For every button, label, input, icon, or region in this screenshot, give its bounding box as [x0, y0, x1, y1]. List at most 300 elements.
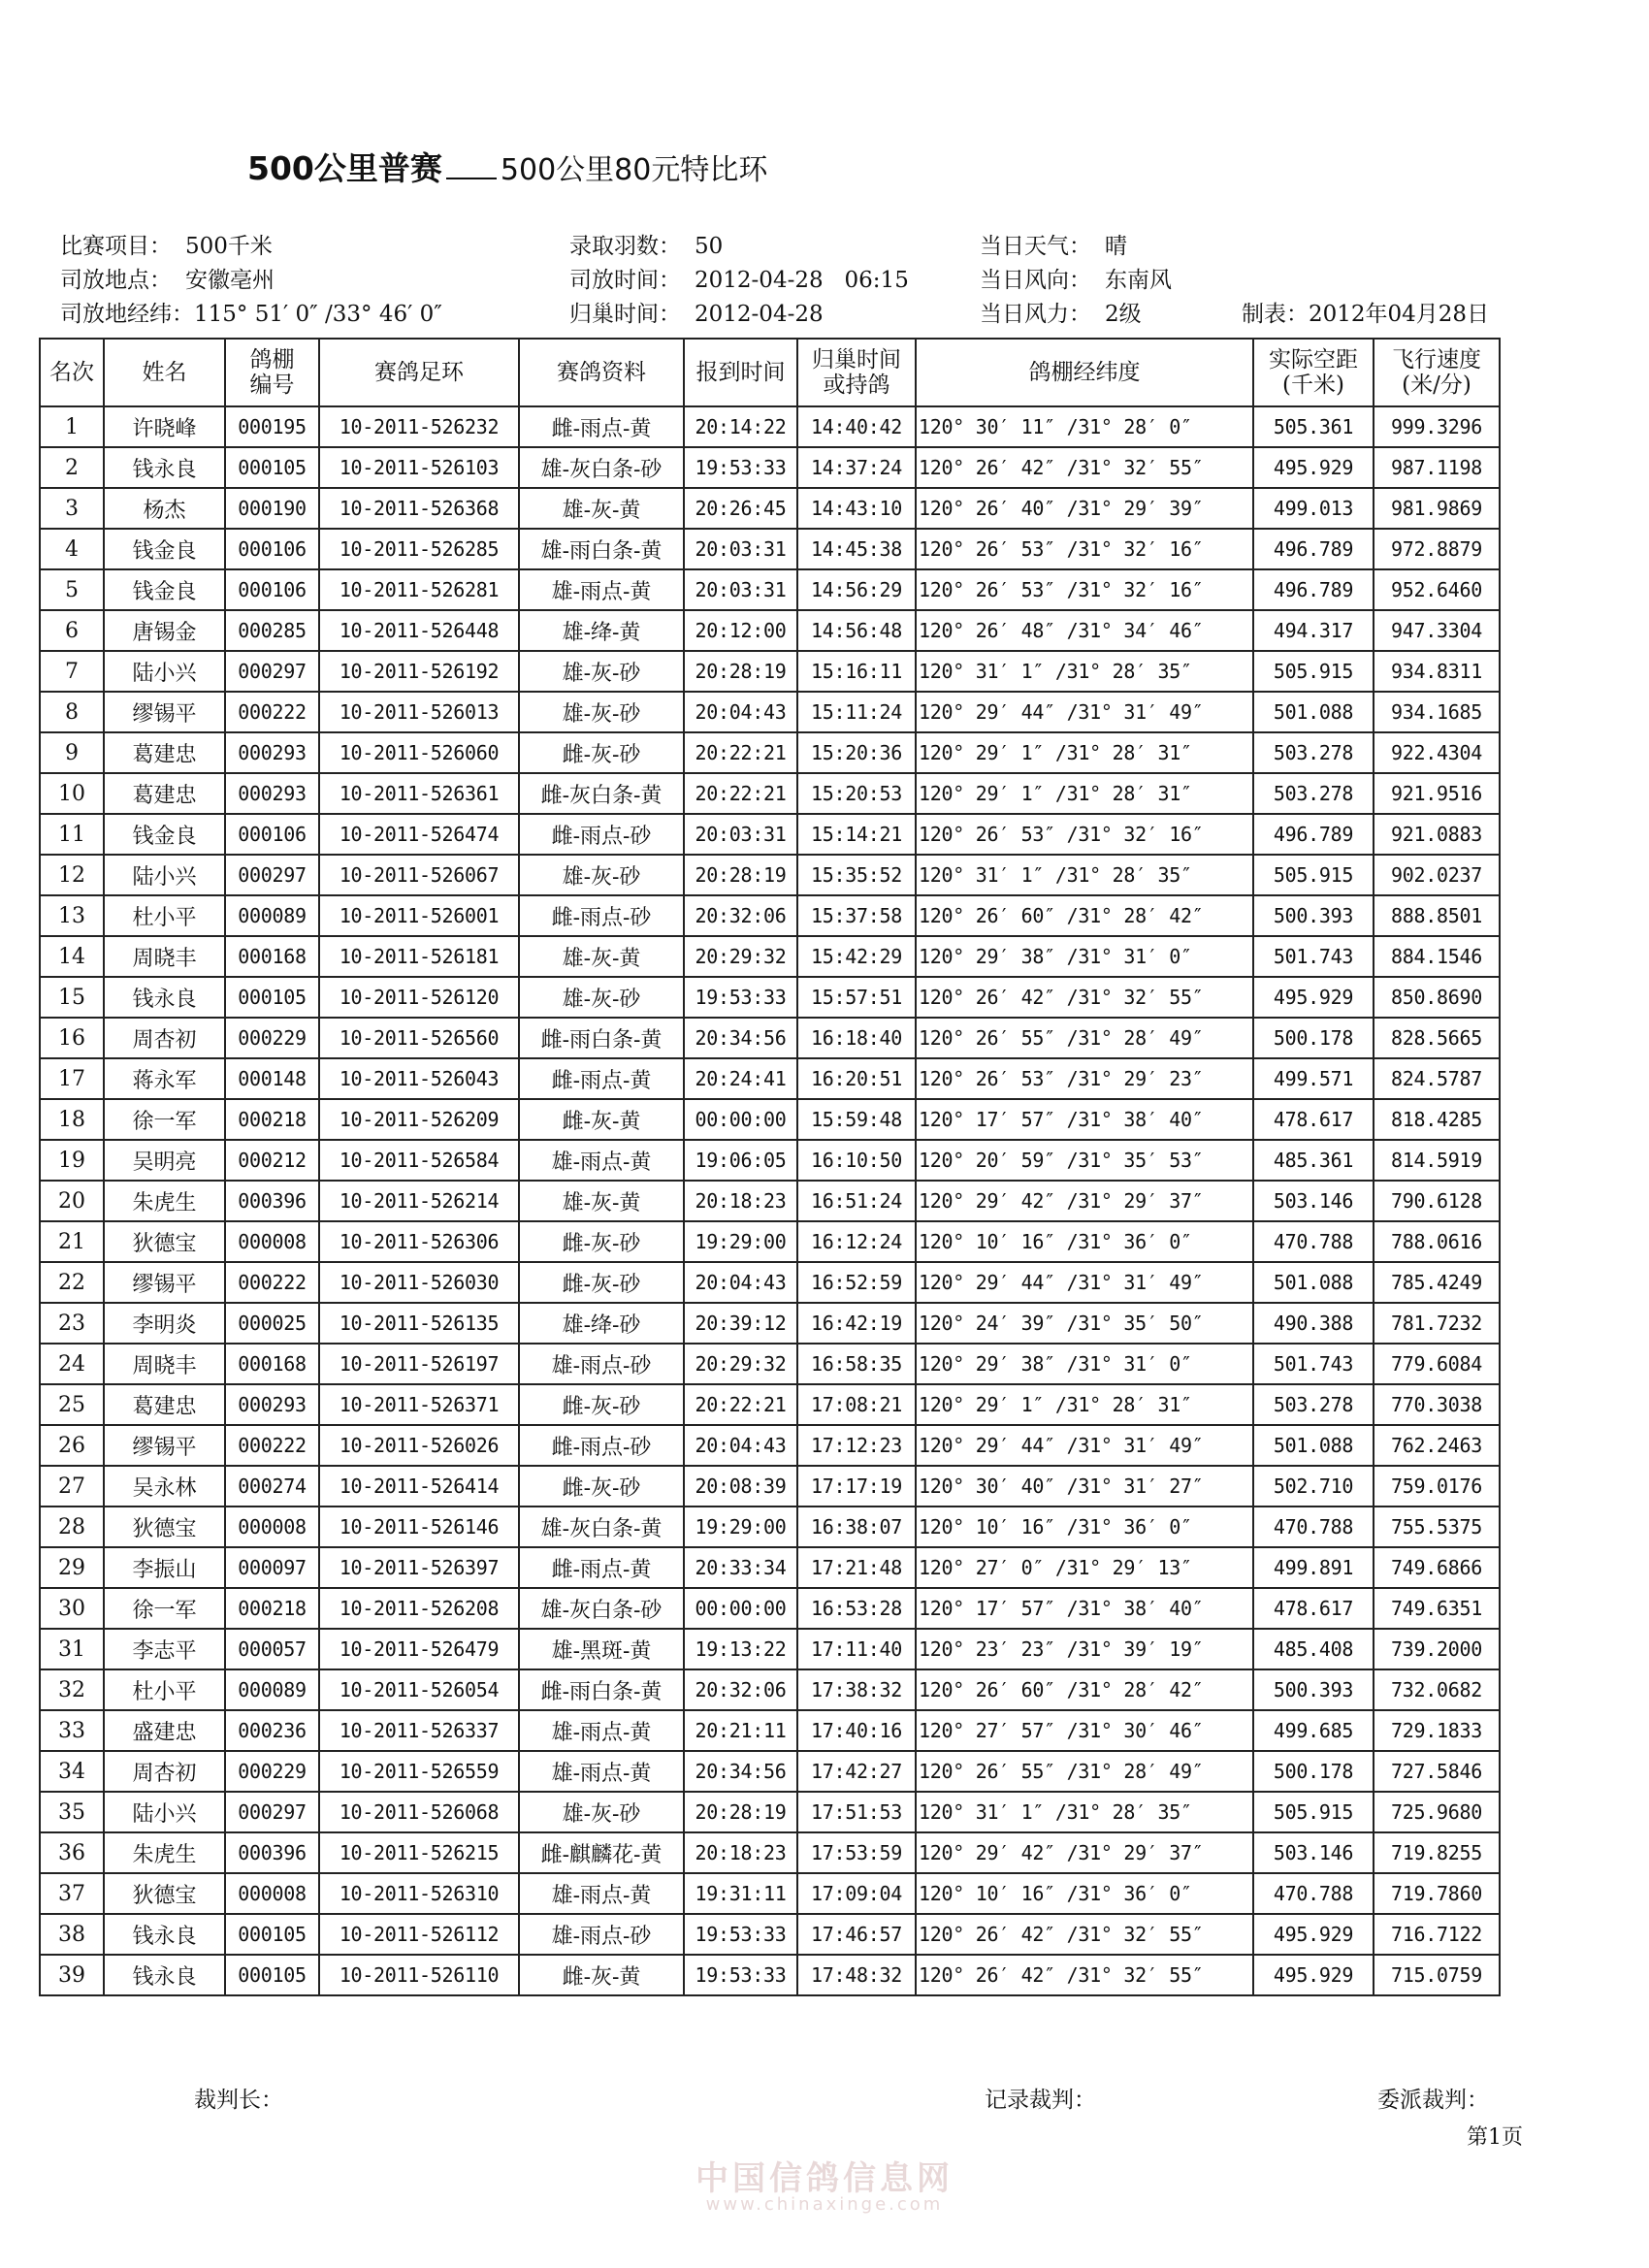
cell-pigeon-info: 雄-雨点-黄: [519, 1751, 684, 1792]
cell-distance: 470.788: [1253, 1873, 1374, 1914]
cell-arrival-time: 15:14:21: [797, 814, 916, 855]
cell-pigeon-info: 雄-雨白条-黄: [519, 529, 684, 569]
cell-speed: 785.4249: [1374, 1262, 1500, 1303]
cell-check-in-time: 19:53:33: [684, 1955, 797, 1995]
cell-speed: 828.5665: [1374, 1018, 1500, 1058]
cell-rank: 27: [40, 1466, 104, 1507]
cell-loft-coordinates: 120° 29′ 42″ /31° 29′ 37″: [916, 1181, 1253, 1221]
cell-pigeon-info: 雄-雨点-黄: [519, 1710, 684, 1751]
cell-pigeon-info: 雌-灰-砂: [519, 1384, 684, 1425]
cell-rank: 9: [40, 732, 104, 773]
info-wind-direction-value: 东南风: [1105, 268, 1172, 293]
cell-pigeon-info: 雌-雨点-黄: [519, 406, 684, 447]
cell-rank: 34: [40, 1751, 104, 1792]
table-row: [40, 1344, 1500, 1384]
table-row: [40, 1710, 1500, 1751]
info-made-label: 制表：: [1242, 302, 1309, 327]
cell-rank: 22: [40, 1262, 104, 1303]
cell-ring-number: 10-2011-526361: [319, 773, 519, 814]
column-header-check-in-time: 报到时间: [684, 339, 797, 406]
cell-ring-number: 10-2011-526209: [319, 1099, 519, 1140]
cell-pigeon-info: 雄-灰白条-砂: [519, 447, 684, 488]
cell-loft-coordinates: 120° 30′ 11″ /31° 28′ 0″: [916, 406, 1253, 447]
cell-loft-id: 000285: [225, 610, 319, 651]
record-judge-label: 记录裁判：: [985, 2088, 1096, 2113]
cell-rank: 10: [40, 773, 104, 814]
cell-pigeon-info: 雄-灰-砂: [519, 651, 684, 692]
table-row: [40, 1751, 1500, 1792]
table-row: [40, 1547, 1500, 1588]
cell-loft-coordinates: 120° 29′ 44″ /31° 31′ 49″: [916, 1262, 1253, 1303]
cell-check-in-time: 20:33:34: [684, 1547, 797, 1588]
cell-speed: 850.8690: [1374, 977, 1500, 1018]
table-row: [40, 1018, 1500, 1058]
cell-loft-coordinates: 120° 29′ 1″ /31° 28′ 31″: [916, 773, 1253, 814]
info-event: [60, 228, 273, 260]
cell-rank: 4: [40, 529, 104, 569]
cell-loft-coordinates: 120° 10′ 16″ /31° 36′ 0″: [916, 1507, 1253, 1547]
cell-arrival-time: 14:56:48: [797, 610, 916, 651]
cell-ring-number: 10-2011-526448: [319, 610, 519, 651]
cell-name: 朱虎生: [104, 1832, 225, 1873]
info-wind-force: [980, 296, 1142, 328]
cell-check-in-time: 20:28:19: [684, 1792, 797, 1832]
cell-name: 杨杰: [104, 488, 225, 529]
table-row: [40, 1221, 1500, 1262]
cell-rank: 15: [40, 977, 104, 1018]
cell-ring-number: 10-2011-526068: [319, 1792, 519, 1832]
cell-distance: 496.789: [1253, 569, 1374, 610]
cell-check-in-time: 20:14:22: [684, 406, 797, 447]
cell-ring-number: 10-2011-526197: [319, 1344, 519, 1384]
cell-check-in-time: 20:12:00: [684, 610, 797, 651]
cell-loft-coordinates: 120° 29′ 38″ /31° 31′ 0″: [916, 936, 1253, 977]
cell-pigeon-info: 雌-雨点-砂: [519, 895, 684, 936]
title-separator: [446, 156, 497, 179]
cell-speed: 921.9516: [1374, 773, 1500, 814]
table-row: [40, 1914, 1500, 1955]
column-header-ring-number: 赛鸽足环: [319, 339, 519, 406]
table-row: [40, 1099, 1500, 1140]
cell-pigeon-info: 雄-灰-砂: [519, 977, 684, 1018]
cell-check-in-time: 20:26:45: [684, 488, 797, 529]
cell-arrival-time: 17:38:32: [797, 1669, 916, 1710]
cell-ring-number: 10-2011-526067: [319, 855, 519, 895]
cell-ring-number: 10-2011-526181: [319, 936, 519, 977]
cell-arrival-time: 15:42:29: [797, 936, 916, 977]
info-release-place: [60, 262, 275, 294]
info-weather-value: 晴: [1105, 234, 1127, 259]
cell-ring-number: 10-2011-526337: [319, 1710, 519, 1751]
cell-distance: 499.891: [1253, 1547, 1374, 1588]
cell-rank: 38: [40, 1914, 104, 1955]
cell-check-in-time: 20:28:19: [684, 651, 797, 692]
cell-arrival-time: 14:45:38: [797, 529, 916, 569]
cell-arrival-time: 16:52:59: [797, 1262, 916, 1303]
cell-speed: 770.3038: [1374, 1384, 1500, 1425]
cell-distance: 470.788: [1253, 1507, 1374, 1547]
info-return-time: [569, 296, 824, 328]
cell-check-in-time: 20:18:23: [684, 1832, 797, 1873]
cell-rank: 20: [40, 1181, 104, 1221]
table-row: [40, 1384, 1500, 1425]
cell-loft-coordinates: 120° 31′ 1″ /31° 28′ 35″: [916, 855, 1253, 895]
cell-check-in-time: 20:29:32: [684, 936, 797, 977]
cell-check-in-time: 20:22:21: [684, 773, 797, 814]
cell-distance: 500.393: [1253, 895, 1374, 936]
info-made-value: 2012年04月28日: [1309, 302, 1490, 327]
info-wind-direction-label: 当日风向：: [980, 268, 1091, 293]
cell-ring-number: 10-2011-526110: [319, 1955, 519, 1995]
table-row: [40, 732, 1500, 773]
info-event-value: 500千米: [185, 234, 273, 259]
cell-arrival-time: 16:58:35: [797, 1344, 916, 1384]
cell-distance: 501.743: [1253, 1344, 1374, 1384]
cell-arrival-time: 16:51:24: [797, 1181, 916, 1221]
cell-ring-number: 10-2011-526120: [319, 977, 519, 1018]
results-table-body: [40, 406, 1500, 1995]
cell-check-in-time: 00:00:00: [684, 1588, 797, 1629]
cell-name: 杜小平: [104, 895, 225, 936]
cell-loft-id: 000297: [225, 1792, 319, 1832]
table-row: [40, 1262, 1500, 1303]
cell-arrival-time: 17:40:16: [797, 1710, 916, 1751]
cell-name: 许晓峰: [104, 406, 225, 447]
cell-loft-coordinates: 120° 26′ 53″ /31° 32′ 16″: [916, 529, 1253, 569]
cell-pigeon-info: 雌-雨点-黄: [519, 1058, 684, 1099]
cell-pigeon-info: 雄-雨点-砂: [519, 1344, 684, 1384]
cell-pigeon-info: 雄-雨点-黄: [519, 1873, 684, 1914]
cell-name: 吴明亮: [104, 1140, 225, 1181]
cell-name: 缪锡平: [104, 692, 225, 732]
cell-loft-id: 000218: [225, 1099, 319, 1140]
cell-loft-coordinates: 120° 26′ 42″ /31° 32′ 55″: [916, 1914, 1253, 1955]
cell-ring-number: 10-2011-526214: [319, 1181, 519, 1221]
column-header-loft-coordinates: 鸽棚经纬度: [916, 339, 1253, 406]
cell-ring-number: 10-2011-526135: [319, 1303, 519, 1344]
cell-check-in-time: 20:04:43: [684, 1262, 797, 1303]
cell-name: 徐一军: [104, 1588, 225, 1629]
info-made-date: [1242, 296, 1489, 328]
table-row: [40, 529, 1500, 569]
cell-name: 陆小兴: [104, 855, 225, 895]
cell-check-in-time: 20:08:39: [684, 1466, 797, 1507]
cell-arrival-time: 16:10:50: [797, 1140, 916, 1181]
cell-check-in-time: 19:29:00: [684, 1221, 797, 1262]
table-row: [40, 1629, 1500, 1669]
cell-loft-coordinates: 120° 29′ 44″ /31° 31′ 49″: [916, 692, 1253, 732]
table-row: [40, 692, 1500, 732]
cell-pigeon-info: 雄-灰-砂: [519, 855, 684, 895]
cell-distance: 501.088: [1253, 1262, 1374, 1303]
cell-loft-coordinates: 120° 31′ 1″ /31° 28′ 35″: [916, 651, 1253, 692]
cell-loft-coordinates: 120° 26′ 53″ /31° 32′ 16″: [916, 569, 1253, 610]
cell-ring-number: 10-2011-526192: [319, 651, 519, 692]
cell-arrival-time: 15:59:48: [797, 1099, 916, 1140]
info-wind-direction: [980, 262, 1172, 294]
info-weather-label: 当日天气：: [980, 234, 1091, 259]
cell-speed: 790.6128: [1374, 1181, 1500, 1221]
cell-name: 葛建忠: [104, 773, 225, 814]
table-row: [40, 936, 1500, 977]
cell-ring-number: 10-2011-526285: [319, 529, 519, 569]
cell-pigeon-info: 雄-雨点-黄: [519, 569, 684, 610]
table-row: [40, 569, 1500, 610]
cell-pigeon-info: 雌-雨白条-黄: [519, 1669, 684, 1710]
cell-loft-id: 000396: [225, 1832, 319, 1873]
cell-name: 徐一军: [104, 1099, 225, 1140]
cell-speed: 739.2000: [1374, 1629, 1500, 1669]
cell-ring-number: 10-2011-526281: [319, 569, 519, 610]
cell-distance: 503.278: [1253, 1384, 1374, 1425]
results-table: [39, 338, 1501, 1996]
cell-name: 李振山: [104, 1547, 225, 1588]
info-admitted-value: 50: [695, 234, 724, 259]
cell-rank: 25: [40, 1384, 104, 1425]
cell-rank: 32: [40, 1669, 104, 1710]
cell-loft-id: 000105: [225, 977, 319, 1018]
cell-arrival-time: 15:20:53: [797, 773, 916, 814]
cell-name: 盛建忠: [104, 1710, 225, 1751]
cell-speed: 729.1833: [1374, 1710, 1500, 1751]
cell-loft-id: 000222: [225, 1262, 319, 1303]
cell-arrival-time: 16:42:19: [797, 1303, 916, 1344]
cell-loft-id: 000008: [225, 1221, 319, 1262]
watermark-url: www.chinaxinge.com: [705, 2194, 944, 2215]
cell-pigeon-info: 雄-雨点-黄: [519, 1140, 684, 1181]
column-header-name: 姓名: [104, 339, 225, 406]
cell-check-in-time: 20:34:56: [684, 1018, 797, 1058]
cell-distance: 502.710: [1253, 1466, 1374, 1507]
cell-pigeon-info: 雌-灰白条-黄: [519, 773, 684, 814]
cell-arrival-time: 16:53:28: [797, 1588, 916, 1629]
cell-name: 钱金良: [104, 529, 225, 569]
cell-loft-id: 000297: [225, 651, 319, 692]
cell-loft-id: 000212: [225, 1140, 319, 1181]
cell-rank: 24: [40, 1344, 104, 1384]
cell-arrival-time: 16:18:40: [797, 1018, 916, 1058]
table-row: [40, 895, 1500, 936]
cell-speed: 814.5919: [1374, 1140, 1500, 1181]
cell-check-in-time: 19:53:33: [684, 1914, 797, 1955]
cell-speed: 999.3296: [1374, 406, 1500, 447]
cell-rank: 19: [40, 1140, 104, 1181]
info-admitted-label: 录取羽数：: [569, 234, 681, 259]
table-row: [40, 1303, 1500, 1344]
cell-loft-coordinates: 120° 24′ 39″ /31° 35′ 50″: [916, 1303, 1253, 1344]
cell-name: 钱金良: [104, 814, 225, 855]
cell-loft-coordinates: 120° 29′ 42″ /31° 29′ 37″: [916, 1832, 1253, 1873]
cell-rank: 36: [40, 1832, 104, 1873]
cell-ring-number: 10-2011-526215: [319, 1832, 519, 1873]
cell-name: 钱永良: [104, 447, 225, 488]
info-release-coords-label: 司放地经纬：: [60, 302, 194, 327]
cell-speed: 934.8311: [1374, 651, 1500, 692]
cell-loft-id: 000148: [225, 1058, 319, 1099]
cell-ring-number: 10-2011-526560: [319, 1018, 519, 1058]
cell-name: 陆小兴: [104, 1792, 225, 1832]
cell-speed: 719.7860: [1374, 1873, 1500, 1914]
cell-speed: 818.4285: [1374, 1099, 1500, 1140]
cell-ring-number: 10-2011-526584: [319, 1140, 519, 1181]
cell-pigeon-info: 雄-灰-砂: [519, 1792, 684, 1832]
cell-name: 周晓丰: [104, 1344, 225, 1384]
cell-loft-coordinates: 120° 26′ 60″ /31° 28′ 42″: [916, 1669, 1253, 1710]
cell-ring-number: 10-2011-526397: [319, 1547, 519, 1588]
cell-name: 钱永良: [104, 1955, 225, 1995]
table-row: [40, 1792, 1500, 1832]
table-row: [40, 406, 1500, 447]
cell-ring-number: 10-2011-526001: [319, 895, 519, 936]
table-row: [40, 610, 1500, 651]
cell-name: 周杏初: [104, 1018, 225, 1058]
table-row: [40, 814, 1500, 855]
cell-distance: 490.388: [1253, 1303, 1374, 1344]
cell-rank: 7: [40, 651, 104, 692]
cell-distance: 485.361: [1253, 1140, 1374, 1181]
cell-distance: 485.408: [1253, 1629, 1374, 1669]
cell-arrival-time: 17:17:19: [797, 1466, 916, 1507]
table-row: [40, 977, 1500, 1018]
cell-ring-number: 10-2011-526559: [319, 1751, 519, 1792]
cell-loft-coordinates: 120° 31′ 1″ /31° 28′ 35″: [916, 1792, 1253, 1832]
cell-ring-number: 10-2011-526479: [319, 1629, 519, 1669]
column-header-arrival-time: 归巢时间 或持鸽: [797, 339, 916, 406]
cell-check-in-time: 20:29:32: [684, 1344, 797, 1384]
cell-loft-coordinates: 120° 26′ 42″ /31° 32′ 55″: [916, 977, 1253, 1018]
table-row: [40, 855, 1500, 895]
cell-arrival-time: 17:48:32: [797, 1955, 916, 1995]
cell-check-in-time: 20:32:06: [684, 895, 797, 936]
cell-distance: 499.571: [1253, 1058, 1374, 1099]
cell-rank: 12: [40, 855, 104, 895]
cell-check-in-time: 19:13:22: [684, 1629, 797, 1669]
page-number: 第1页: [1467, 2125, 1523, 2150]
cell-loft-id: 000097: [225, 1547, 319, 1588]
cell-distance: 505.915: [1253, 1792, 1374, 1832]
cell-name: 钱金良: [104, 569, 225, 610]
cell-check-in-time: 20:03:31: [684, 814, 797, 855]
table-row: [40, 1140, 1500, 1181]
cell-ring-number: 10-2011-526030: [319, 1262, 519, 1303]
cell-check-in-time: 20:04:43: [684, 692, 797, 732]
cell-distance: 503.146: [1253, 1832, 1374, 1873]
cell-rank: 17: [40, 1058, 104, 1099]
cell-pigeon-info: 雄-绛-砂: [519, 1303, 684, 1344]
table-row: [40, 1181, 1500, 1221]
cell-loft-coordinates: 120° 26′ 42″ /31° 32′ 55″: [916, 1955, 1253, 1995]
cell-name: 钱永良: [104, 1914, 225, 1955]
cell-name: 狄德宝: [104, 1221, 225, 1262]
chief-judge-label: 裁判长：: [194, 2088, 283, 2113]
table-row: [40, 1507, 1500, 1547]
column-header-loft-id: 鸽棚 编号: [225, 339, 319, 406]
cell-speed: 749.6866: [1374, 1547, 1500, 1588]
cell-speed: 972.8879: [1374, 529, 1500, 569]
cell-rank: 16: [40, 1018, 104, 1058]
cell-speed: 715.0759: [1374, 1955, 1500, 1995]
cell-distance: 496.789: [1253, 814, 1374, 855]
cell-speed: 759.0176: [1374, 1466, 1500, 1507]
cell-distance: 499.013: [1253, 488, 1374, 529]
cell-distance: 501.088: [1253, 1425, 1374, 1466]
cell-pigeon-info: 雌-麒麟花-黄: [519, 1832, 684, 1873]
title-sub: 500公里80元特比环: [500, 153, 768, 187]
cell-name: 葛建忠: [104, 732, 225, 773]
cell-check-in-time: 20:39:12: [684, 1303, 797, 1344]
cell-rank: 26: [40, 1425, 104, 1466]
table-row: [40, 1873, 1500, 1914]
cell-ring-number: 10-2011-526368: [319, 488, 519, 529]
cell-check-in-time: 19:31:11: [684, 1873, 797, 1914]
cell-speed: 902.0237: [1374, 855, 1500, 895]
info-weather: [980, 228, 1127, 260]
table-row: [40, 773, 1500, 814]
cell-name: 李明炎: [104, 1303, 225, 1344]
cell-loft-coordinates: 120° 10′ 16″ /31° 36′ 0″: [916, 1873, 1253, 1914]
cell-distance: 505.915: [1253, 651, 1374, 692]
cell-loft-id: 000274: [225, 1466, 319, 1507]
cell-distance: 495.929: [1253, 977, 1374, 1018]
cell-arrival-time: 14:37:24: [797, 447, 916, 488]
cell-name: 钱永良: [104, 977, 225, 1018]
cell-loft-id: 000297: [225, 855, 319, 895]
cell-loft-coordinates: 120° 29′ 38″ /31° 31′ 0″: [916, 1344, 1253, 1384]
info-release-time-value: 2012-04-28 06:15: [695, 268, 909, 293]
info-release-place-label: 司放地点：: [60, 268, 172, 293]
cell-name: 唐锡金: [104, 610, 225, 651]
cell-loft-id: 000106: [225, 814, 319, 855]
cell-check-in-time: 20:22:21: [684, 732, 797, 773]
cell-distance: 500.393: [1253, 1669, 1374, 1710]
cell-name: 狄德宝: [104, 1507, 225, 1547]
cell-loft-coordinates: 120° 26′ 53″ /31° 29′ 23″: [916, 1058, 1253, 1099]
cell-loft-id: 000105: [225, 1914, 319, 1955]
cell-loft-id: 000105: [225, 1955, 319, 1995]
cell-check-in-time: 19:29:00: [684, 1507, 797, 1547]
cell-rank: 29: [40, 1547, 104, 1588]
cell-arrival-time: 16:38:07: [797, 1507, 916, 1547]
cell-arrival-time: 15:11:24: [797, 692, 916, 732]
cell-arrival-time: 17:46:57: [797, 1914, 916, 1955]
cell-distance: 503.278: [1253, 732, 1374, 773]
cell-pigeon-info: 雄-灰-黄: [519, 488, 684, 529]
cell-name: 周杏初: [104, 1751, 225, 1792]
info-release-coords: [60, 296, 442, 328]
info-admitted: [569, 228, 723, 260]
column-header-distance: 实际空距 (千米): [1253, 339, 1374, 406]
cell-arrival-time: 17:09:04: [797, 1873, 916, 1914]
cell-speed: 781.7232: [1374, 1303, 1500, 1344]
cell-arrival-time: 14:56:29: [797, 569, 916, 610]
info-release-coords-value: 115° 51′ 0″ /33° 46′ 0″: [194, 302, 442, 327]
cell-distance: 505.915: [1253, 855, 1374, 895]
cell-speed: 947.3304: [1374, 610, 1500, 651]
cell-distance: 505.361: [1253, 406, 1374, 447]
cell-name: 吴永林: [104, 1466, 225, 1507]
cell-arrival-time: 17:53:59: [797, 1832, 916, 1873]
cell-speed: 716.7122: [1374, 1914, 1500, 1955]
cell-arrival-time: 17:51:53: [797, 1792, 916, 1832]
cell-pigeon-info: 雌-灰-黄: [519, 1099, 684, 1140]
cell-check-in-time: 20:03:31: [684, 569, 797, 610]
cell-loft-coordinates: 120° 27′ 57″ /31° 30′ 46″: [916, 1710, 1253, 1751]
cell-loft-id: 000293: [225, 1384, 319, 1425]
cell-check-in-time: 20:03:31: [684, 529, 797, 569]
cell-loft-id: 000168: [225, 1344, 319, 1384]
cell-loft-coordinates: 120° 26′ 48″ /31° 34′ 46″: [916, 610, 1253, 651]
cell-rank: 33: [40, 1710, 104, 1751]
